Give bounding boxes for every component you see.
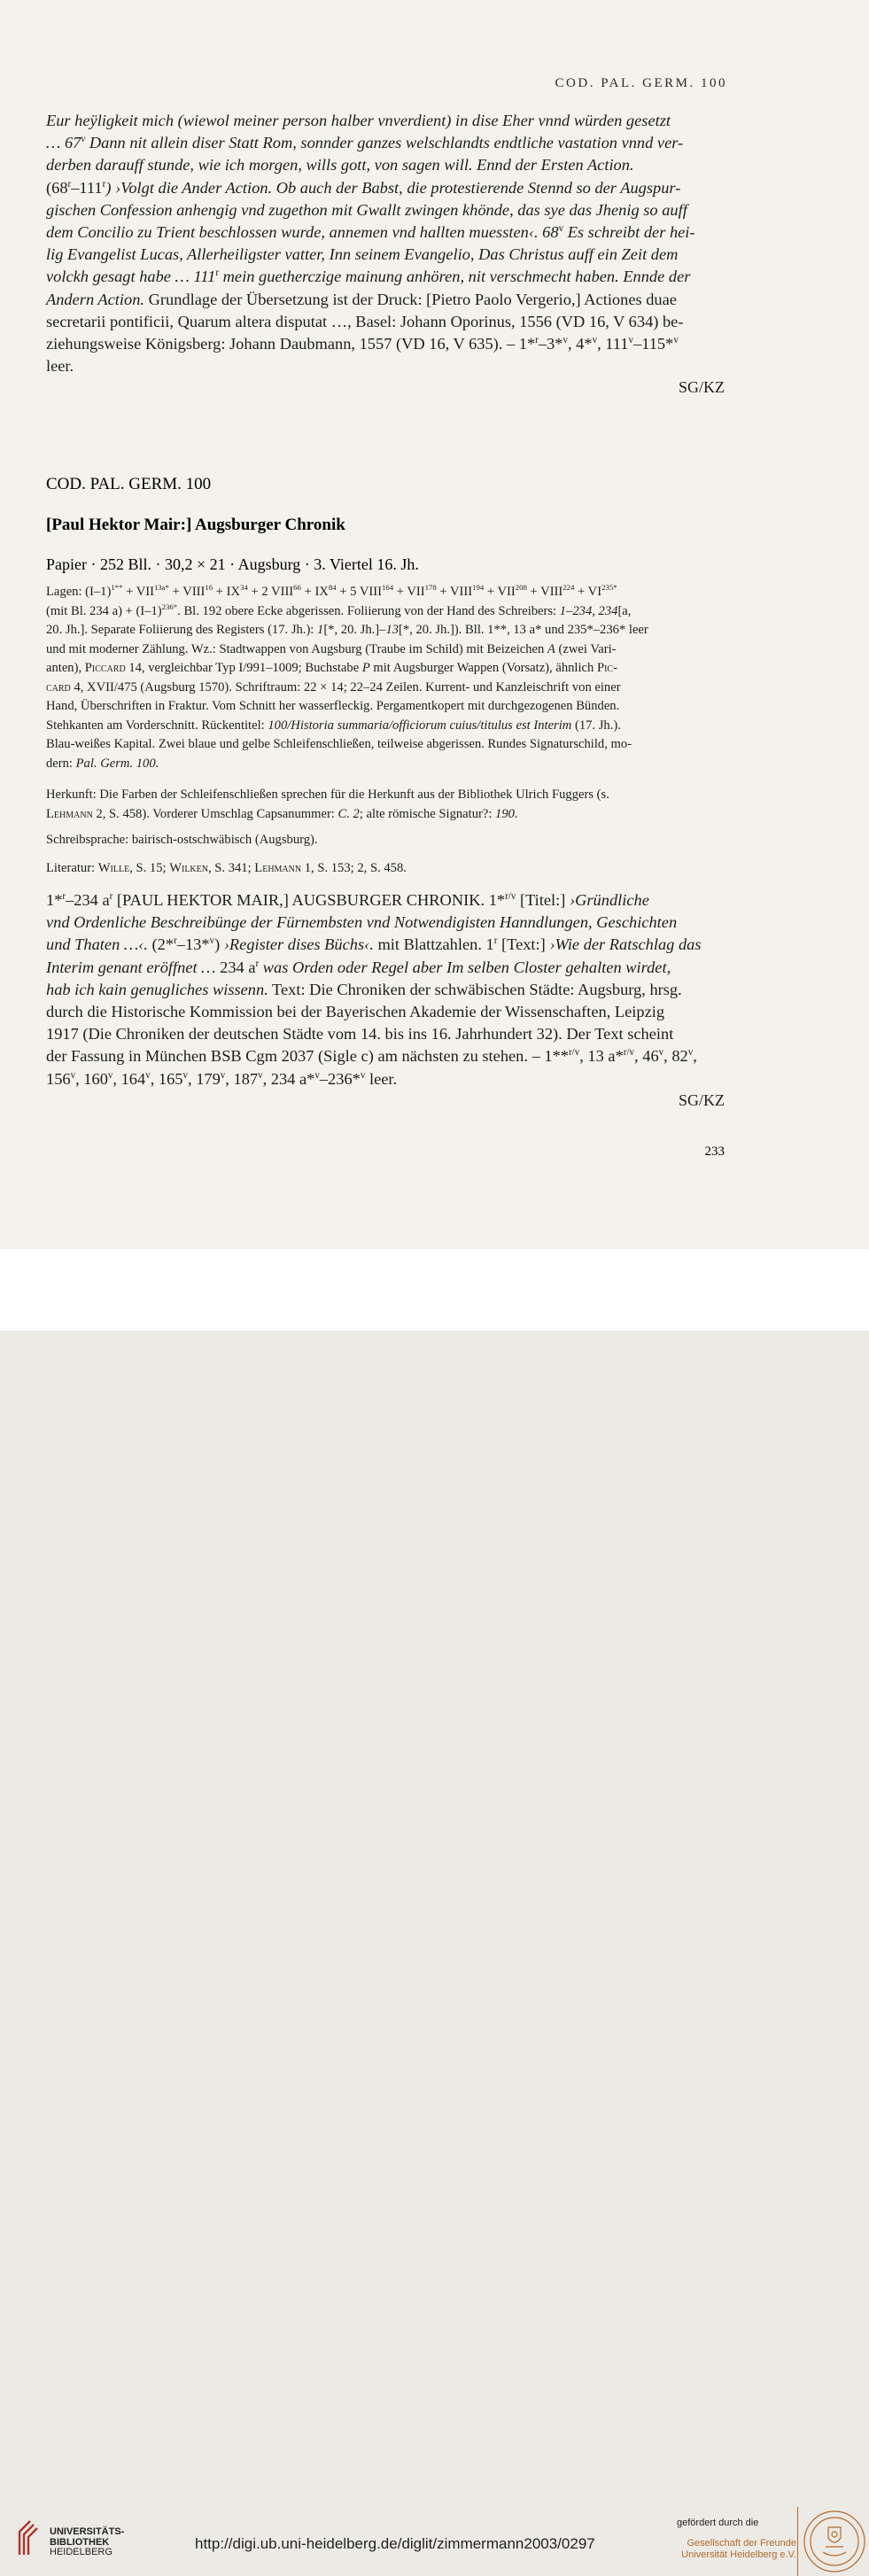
text-span: + 5 VIII: [336, 585, 382, 599]
sup: 224: [563, 583, 575, 593]
text-span: Wilken: [169, 861, 208, 875]
text-span: Grundlage der Übersetzung ist der Druck: [Pietro Paolo Vergerio,] Actiones duae: [144, 290, 677, 308]
running-head: COD. PAL. GERM. 100: [555, 76, 727, 90]
text-span: , 179: [188, 1069, 221, 1088]
signature-initials: SG/KZ: [678, 378, 725, 396]
sup: v: [220, 1069, 226, 1081]
text-span: mein guetherczige mainung anhören, nit verschmecht haben. Ennde der: [222, 268, 691, 286]
library-name-line: UNIVERSITÄTS-: [50, 2526, 125, 2537]
sponsor-name-line: Gesellschaft der Freunde: [687, 2538, 796, 2549]
sup: v: [558, 222, 564, 234]
sup: v: [145, 1069, 151, 1081]
sup: 178: [424, 583, 437, 593]
herkunft-paragraph: [46, 786, 725, 824]
sup: 84: [328, 583, 337, 593]
text-span: + VII: [393, 585, 425, 599]
text-span: leer.: [365, 1069, 398, 1088]
entry-physical-description: Papier · 252 Bll. · 30,2 × 21 · Augsburg · 3. Viertel 16. Jh.: [46, 555, 419, 573]
text-span: –115*: [633, 335, 674, 353]
text-span: Lagen: (I–1): [46, 585, 112, 599]
text-span: 14, vergleichbar Typ I/991–1009; Buchstabe: [125, 661, 362, 675]
sup: r: [67, 178, 72, 190]
text-span: anten),: [46, 661, 85, 675]
text-span: –236*: [319, 1069, 361, 1088]
text-span: + VII: [484, 585, 516, 599]
sup: r: [215, 268, 220, 279]
text-span: Dann nit allein diser Statt Rom, sonnder ganzes welschlandts endtliche vastation vnnd ver-: [89, 134, 684, 152]
text-line: derben darauff stunde, wie ich morgen, wills gott, von sagen will. Ennd der Ersten Action.: [46, 156, 634, 175]
text-span: Pic-: [596, 661, 617, 675]
text-span: Interim genant eröffnet …: [46, 958, 216, 976]
document-page: [0, 0, 869, 1249]
text-span: ; alte römische Signatur?:: [359, 806, 496, 821]
sup: 13a*: [154, 583, 170, 593]
sup: v: [592, 334, 598, 345]
text-span: hab ich kain genugliches wissenn.: [46, 980, 268, 998]
signature-initials: SG/KZ: [678, 1091, 725, 1109]
text-span: mit Blattzahlen. 1: [373, 935, 494, 954]
sup: v: [563, 334, 568, 345]
text-span: card: [46, 679, 71, 694]
text-span: ): [214, 935, 224, 954]
text-span: 1: [317, 623, 324, 637]
text-span: 4, XVII/475 (Augsburg 1570). Schriftraum: 22 × 14; 22–24 Zeilen. Kurrent- und Kanzleischrift von einer: [70, 679, 621, 694]
text-span: Lehmann: [254, 861, 302, 875]
text-span: [a,: [617, 603, 632, 618]
sup: r/v: [623, 1047, 635, 1059]
text-span: [*, 20. Jh.]–: [323, 623, 386, 637]
text-span: –111: [71, 178, 103, 197]
text-span: , 160: [75, 1069, 108, 1088]
text-span: ›Register dises Büchs‹.: [223, 935, 374, 954]
text-span: 13: [385, 623, 400, 637]
text-span: , 234 a*: [262, 1069, 315, 1088]
text-span: 1*: [46, 891, 63, 909]
sup: 208: [515, 583, 527, 593]
sup: v: [258, 1069, 263, 1081]
text-span: dem Concilio zu Trient beschlossen wurde, annemen vnd hallten muessten‹. 68: [46, 223, 559, 242]
viewer-footer: [0, 1249, 869, 2560]
text-span: ziehungsweise Königsberg: Johann Daubmann, 1557 (VD 16, V 635). – 1*: [46, 335, 536, 353]
text-line: Herkunft: Die Farben der Schleifenschließen sprechen für die Herkunft aus der Bibliothek Ulrich Fuggers (s.: [46, 788, 609, 802]
text-span: mit Augsburger Wappen (Vorsatz), ähnlich: [369, 661, 597, 675]
text-span: und mit moderner Zählung. Wz.: Stadtwappen von Augsburg (Traube im Schild) mit Beizeichen: [46, 641, 547, 656]
text-span: ›Wie der Ratschlag das: [549, 935, 702, 954]
sup: v: [81, 134, 86, 145]
text-span: 1–234, 234: [559, 603, 618, 618]
sup: r: [102, 178, 106, 190]
text-line: lig Evangelist Lucas, Allerheiligster vatter, Inn seinem Evangelio, Das Christus auff ein Zeit dem: [46, 245, 679, 264]
sponsor-name: [672, 2538, 796, 2561]
text-span: [Titel:]: [516, 891, 570, 909]
text-span: , 165: [150, 1069, 183, 1088]
sup: 1**: [111, 583, 123, 593]
text-span: 1, S. 153; 2, S. 458.: [301, 861, 407, 875]
text-span: , S. 341;: [207, 861, 255, 875]
text-span: 190.: [495, 806, 518, 821]
text-span: ) ›Volgt die Ander Action. Ob auch der Babst, die protestierende Stennd so der Augspur-: [105, 178, 681, 197]
sup: 164: [381, 583, 394, 593]
text-span: –13*: [176, 935, 210, 954]
text-span: Stehkanten am Vorderschnitt. Rückentitel:: [46, 718, 268, 733]
text-span: (68: [46, 178, 68, 197]
text-span: (2*: [147, 935, 175, 954]
text-span: + VIII: [526, 585, 563, 599]
sup: r: [535, 334, 539, 345]
text-line: Blau-weißes Kapital. Zwei blaue und gelbe Schleifenschließen, teilweise abgerissen. Rundes Signaturschild, mo-: [46, 737, 632, 751]
text-span: Pal. Germ. 100.: [75, 756, 159, 771]
text-span: … 67: [46, 134, 81, 152]
entry-heading: COD. PAL. GERM. 100: [46, 475, 212, 493]
text-span: + IX: [300, 585, 329, 599]
sup: r: [493, 935, 498, 947]
content-description: [46, 889, 725, 1090]
sup: v: [658, 1047, 664, 1059]
lagen-paragraph: [46, 583, 725, 773]
text-span: ,: [693, 1047, 697, 1066]
university-seal-icon: [802, 2508, 867, 2575]
text-span: 234 a: [215, 958, 256, 976]
text-span: (17. Jh.).: [571, 718, 621, 733]
text-span: [Text:]: [497, 935, 550, 954]
text-span: , 46: [634, 1047, 659, 1066]
library-name-line: BIBLIOTHEK: [50, 2536, 110, 2548]
text-line: gischen Confession anhengig vnd zugethon mit Gwallt zwingen khönde, das sye das Jhenig so auff: [46, 200, 687, 219]
sup: 16: [205, 583, 213, 593]
text-span: Literatur:: [46, 861, 98, 875]
text-span: 156: [46, 1069, 71, 1088]
library-logo-icon: [16, 2512, 43, 2558]
text-span: . Bl. 192 obere Ecke abgerissen. Foliierung von der Hand des Schreibers:: [177, 603, 560, 618]
text-span: –3*: [538, 335, 563, 353]
text-span: dern:: [46, 756, 76, 771]
text-span: , S. 15;: [129, 861, 170, 875]
text-span: , 82: [663, 1047, 688, 1066]
sup: 194: [472, 583, 485, 593]
sup: 235*: [601, 583, 617, 593]
text-span: Es schreibt der hei-: [567, 223, 695, 242]
text-span: + VII: [122, 585, 154, 599]
text-line: leer.: [46, 357, 74, 376]
sup: 34: [240, 583, 248, 593]
literatur-line: [46, 859, 725, 879]
sup: v: [314, 1069, 320, 1081]
entry-title: [Paul Hektor Mair:] Augsburger Chronik: [46, 516, 345, 534]
text-span: 2, S. 458). Vorderer Umschlag Capsanummer:: [92, 806, 338, 821]
text-span: volckh gesagt habe … 111: [46, 268, 216, 286]
text-span: 20. Jh.]. Separate Foliierung des Registers (17. Jh.):: [46, 623, 318, 637]
sup: v: [70, 1069, 76, 1081]
text-span: Text: Die Chroniken der schwäbischen Städte: Augsburg, hrsg.: [268, 980, 682, 998]
text-span: , 187: [225, 1069, 259, 1088]
text-line: Hand, Überschriften in Fraktur. Vom Schnitt her wasserfleckig. Pergamentkopert mit durchgezogenen Bünden.: [46, 699, 620, 713]
sup: 66: [293, 583, 301, 593]
text-span: + IX: [213, 585, 241, 599]
divider: [797, 2507, 798, 2576]
text-span: P: [361, 661, 370, 675]
text-line: Eur heÿligkeit mich (wiewol meiner person halber vnverdient) in dise Eher vnnd würden gesetzt: [46, 112, 671, 129]
sup: r/v: [505, 890, 516, 902]
sup: v: [687, 1047, 694, 1059]
text-span: Andern Action.: [46, 290, 145, 308]
schreibsprache-line: Schreibsprache: bairisch-ostschwäbisch (Augsburg).: [46, 833, 318, 847]
sup: v: [628, 334, 634, 345]
sponsor-name-line: Universität Heidelberg e.V.: [681, 2549, 796, 2560]
text-line: 1917 (Die Chroniken der deutschen Städte vom 14. bis ins 16. Jahrhundert 32). Der Text scheint: [46, 1025, 674, 1044]
text-span: Lehmann: [46, 806, 93, 821]
sup: r: [255, 958, 260, 969]
text-span: ›Gründliche: [570, 891, 649, 909]
text-span: (mit Bl. 234 a) + (I–1): [46, 603, 162, 618]
text-line: durch die Historische Kommission bei der Bayerischen Akademie der Wissenschaften, Leipzig: [46, 1003, 665, 1021]
text-span: 100/Historia summaria/officiorum cuius/titulus est Interim: [268, 718, 572, 733]
text-span: der Fassung in München BSB Cgm 2037 (Sigle c) am nächsten zu stehen. – 1**: [46, 1047, 569, 1066]
page-number: 233: [704, 1144, 725, 1159]
text-span: , 111: [597, 335, 629, 353]
sup: r/v: [568, 1047, 580, 1059]
text-span: , 164: [113, 1069, 146, 1088]
sup: r: [174, 935, 177, 947]
text-span: und Thaten …‹.: [46, 935, 148, 954]
text-span: Piccard: [84, 661, 126, 675]
sponsor-label: gefördert durch die: [677, 2518, 759, 2528]
sup: v: [107, 1069, 113, 1081]
text-span: Wille: [97, 861, 130, 875]
text-span: was Orden oder Regel aber Im selben Closter gehalten wirdet,: [259, 958, 671, 976]
library-name-line: HEIDELBERG: [50, 2547, 113, 2557]
text-line: secretarii pontificii, Quarum altera disputat …, Basel: Johann Oporinus, 1556 (VD 16, V 634) be-: [46, 312, 684, 330]
text-span: (zwei Vari-: [555, 641, 617, 656]
text-span: + 2 VIII: [247, 585, 294, 599]
sup: v: [182, 1069, 188, 1081]
sup: r: [109, 890, 113, 902]
text-span: + VI: [574, 585, 602, 599]
text-span: A: [547, 641, 555, 656]
text-line: vnd Ordenliche Beschreibünge der Fürnembsten vnd Notwendigisten Hanndlungen, Geschichten: [46, 913, 678, 932]
sup: r: [62, 890, 66, 902]
text-span: , 13 a*: [579, 1047, 624, 1066]
text-span: + VIII: [169, 585, 206, 599]
description-continuation: [46, 110, 725, 377]
text-span: –234 a: [66, 891, 110, 909]
text-span: [PAUL HEKTOR MAIR,] AUGSBURGER CHRONIK. 1*: [113, 891, 506, 909]
permalink-url[interactable]: http://digi.ub.uni-heidelberg.de/diglit/zimmermann2003/0297: [195, 2535, 595, 2552]
sup: 236*: [161, 601, 178, 611]
text-span: C. 2: [338, 806, 360, 821]
text-span: , 4*: [567, 335, 593, 353]
sup: v: [673, 334, 679, 345]
text-span: [*, 20. Jh.]). Bll. 1**, 13 a* und 235*–236* leer: [399, 623, 648, 637]
sup: v: [360, 1069, 366, 1081]
text-span: + VIII: [436, 585, 473, 599]
sup: v: [209, 935, 215, 947]
library-name: [50, 2527, 124, 2558]
